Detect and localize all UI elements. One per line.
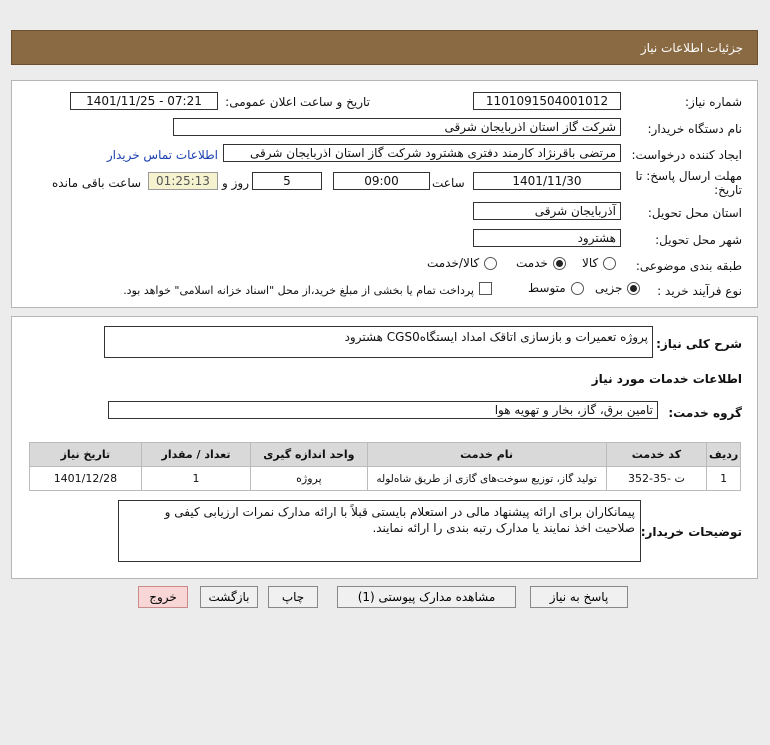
radio-medium[interactable] <box>571 282 584 295</box>
purchase-option-minor[interactable]: جزیی <box>595 281 640 295</box>
col-quantity: تعداد / مقدار <box>141 443 251 467</box>
remaining-time-field: 01:25:13 <box>148 172 218 190</box>
radio-service[interactable] <box>553 257 566 270</box>
table-row <box>30 467 741 491</box>
treasury-payment-checkbox[interactable] <box>479 282 492 295</box>
buyer-org-field: شرکت گاز استان اذربایجان شرقی <box>173 118 621 136</box>
category-option-goods-service[interactable]: کالا/خدمت <box>427 256 497 270</box>
purchase-type-label: نوع فرآیند خرید : <box>657 284 742 298</box>
contact-buyer-link[interactable]: اطلاعات تماس خریدار <box>106 148 218 162</box>
days-field: 5 <box>252 172 322 190</box>
radio-goods[interactable] <box>603 257 616 270</box>
announce-field: 1401/11/25 - 07:21 <box>70 92 218 110</box>
page-title: جزئیات اطلاعات نیاز <box>640 41 743 55</box>
col-row: ردیف <box>707 443 741 467</box>
creator-label: ایجاد کننده درخواست: <box>631 148 742 162</box>
cell-need-date: 1401/12/28 <box>30 467 142 491</box>
radio-goods-service[interactable] <box>484 257 497 270</box>
col-service-code: کد خدمت <box>606 443 707 467</box>
announce-label: تاریخ و ساعت اعلان عمومی: <box>225 95 370 109</box>
time-label: ساعت <box>432 176 465 190</box>
days-label: روز و <box>222 176 249 190</box>
deadline-time-field: 09:00 <box>333 172 430 190</box>
purchase-option-medium[interactable]: متوسط <box>528 281 584 295</box>
col-need-date: تاریخ نیاز <box>30 443 142 467</box>
deadline-label: مهلت ارسال پاسخ: تا <box>635 169 742 183</box>
category-option-service[interactable]: خدمت <box>516 256 566 270</box>
table-header-row <box>30 443 741 467</box>
city-field: هشترود <box>473 229 621 247</box>
exit-button[interactable]: خروج <box>138 586 188 608</box>
attachments-button[interactable]: مشاهده مدارک پیوستی (1) <box>337 586 516 608</box>
radio-minor[interactable] <box>627 282 640 295</box>
province-label: استان محل تحویل: <box>647 206 742 220</box>
need-number-field: 1101091504001012 <box>473 92 621 110</box>
services-section-title: اطلاعات خدمات مورد نیاز <box>591 372 742 386</box>
cell-unit: پروژه <box>251 467 367 491</box>
col-service-name: نام خدمت <box>367 443 606 467</box>
services-table <box>29 442 741 491</box>
details-panel <box>11 80 758 308</box>
col-unit: واحد اندازه گیری <box>251 443 367 467</box>
treasury-payment-note: پرداخت تمام یا بخشی از مبلغ خرید،از محل "اسناد خزانه اسلامی" خواهد بود. <box>123 284 474 297</box>
need-number-label: شماره نیاز: <box>685 95 742 109</box>
creator-field: مرتضی باقرنژاد کارمند دفتری هشترود شرکت گاز استان اذربایجان شرقی <box>223 144 621 162</box>
cell-service-code: ت -35-352 <box>606 467 707 491</box>
category-option-goods[interactable]: کالا <box>582 256 616 270</box>
print-button[interactable]: چاپ <box>268 586 318 608</box>
cell-quantity: 1 <box>141 467 251 491</box>
province-field: آذربایجان شرقی <box>473 202 621 220</box>
remaining-label: ساعت باقی مانده <box>52 176 142 190</box>
page-header <box>11 30 758 65</box>
back-button[interactable]: بازگشت <box>200 586 258 608</box>
deadline-date-field: 1401/11/30 <box>473 172 621 190</box>
cell-row: 1 <box>707 467 741 491</box>
summary-field: پروژه تعمیرات و بازسازی اتاقک امداد ایستگاهCGS0 هشترود <box>104 326 653 358</box>
reply-button[interactable]: پاسخ به نیاز <box>530 586 628 608</box>
buyer-org-label: نام دستگاه خریدار: <box>647 122 742 136</box>
service-group-label: گروه خدمت: <box>668 406 742 420</box>
buyer-notes-field: پیمانکاران برای ارائه پیشنهاد مالی در استعلام بایستی قبلاً با ارائه مدارک نمرات ارزیابی کیفی و صلاحیت اخذ نمایند یا مدارک رتبه بندی را ارائه نمایند. <box>118 500 641 562</box>
category-label: طبقه بندی موضوعی: <box>635 259 742 273</box>
buyer-notes-label: توضیحات خریدار: <box>640 525 742 539</box>
city-label: شهر محل تحویل: <box>655 233 742 247</box>
service-group-field: تامین برق، گاز، بخار و تهویه هوا <box>108 401 658 419</box>
deadline-label-2: تاریخ: <box>714 183 742 197</box>
summary-label: شرح کلی نیاز: <box>656 337 742 351</box>
cell-service-name: تولید گاز، توزیع سوخت‌های گازی از طریق شاه‌لوله <box>367 467 606 491</box>
